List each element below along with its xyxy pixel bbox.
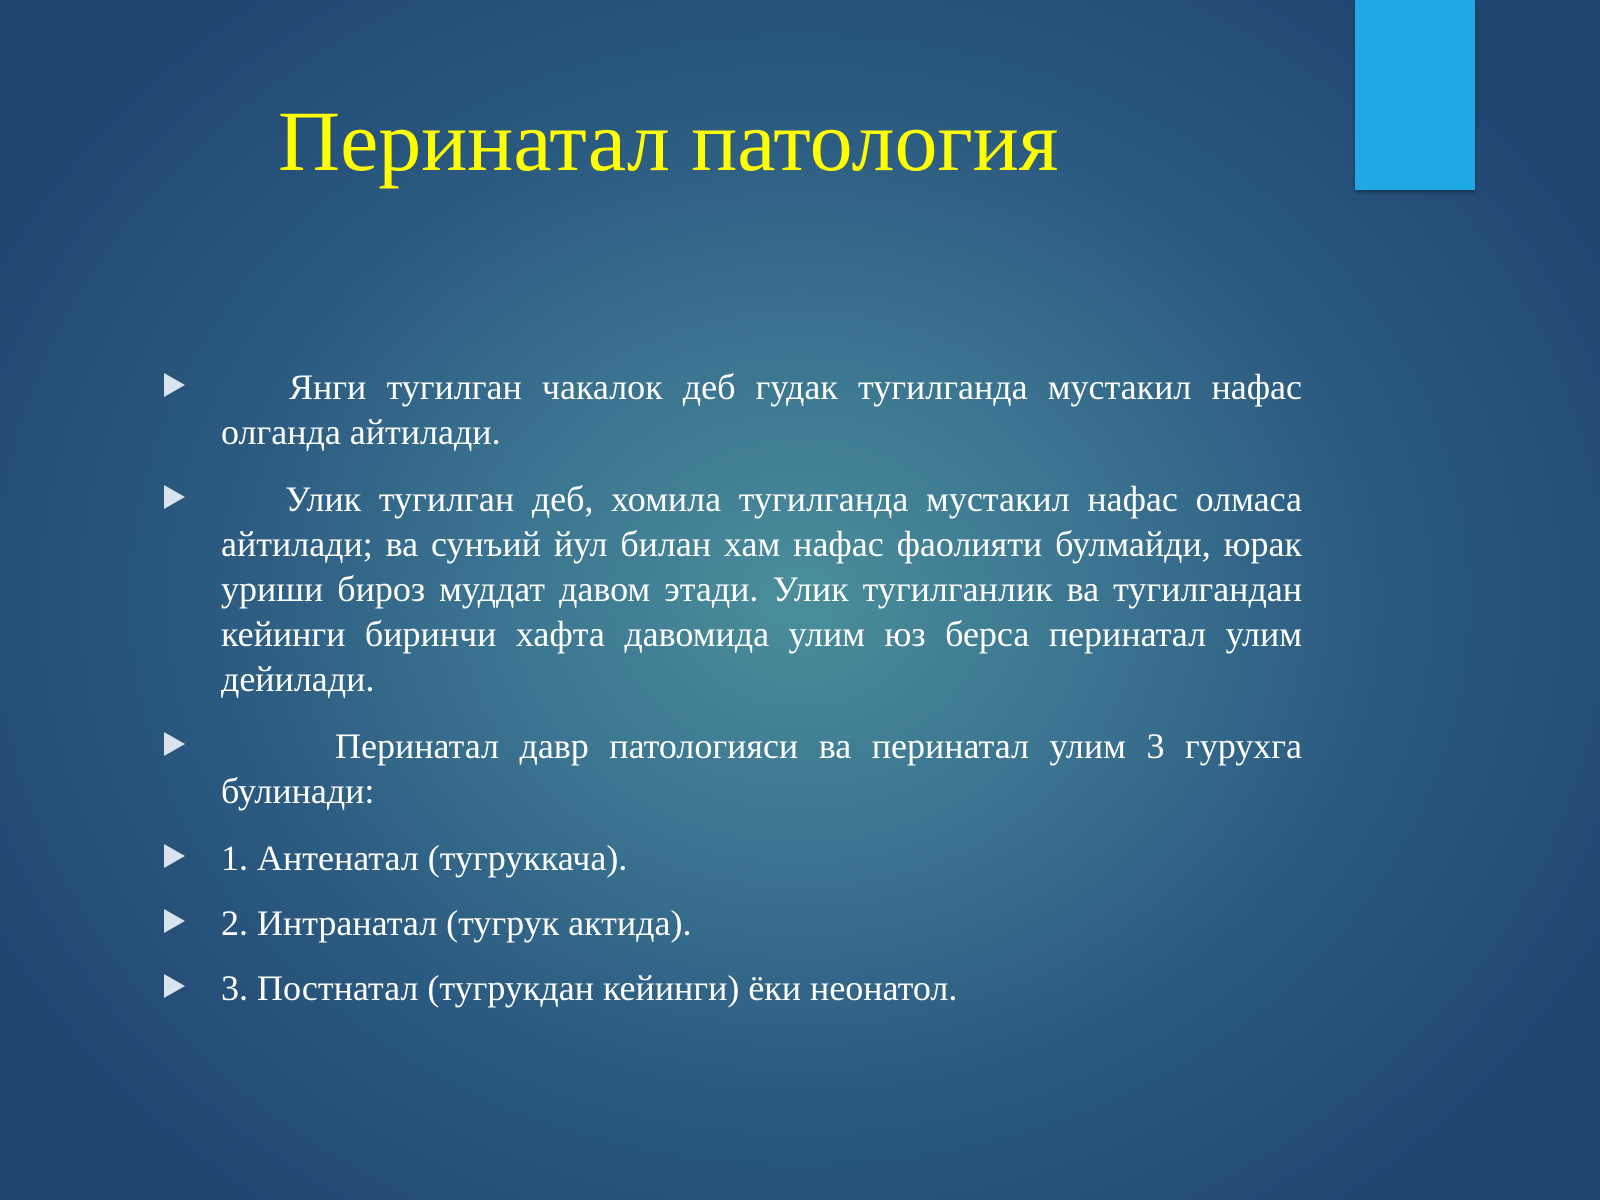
bullet-text-3: Перинатал давр патологияси ва перинатал улим 3 гурухга булинади: (221, 726, 1302, 811)
bullet-list (160, 365, 1302, 1031)
bullet-text-6: 3. Постнатал (тугрукдан кейинги) ёки неонатол. (221, 968, 958, 1008)
bullet-item-3 (160, 724, 1302, 814)
bullet-item-5 (160, 901, 1302, 946)
bullet-item-2 (160, 477, 1302, 702)
bullet-text-2: Улик тугилган деб, хомила тугилганда мустакил нафас олмаса айтилади; ва сунъий йул билан хам нафас фаолияти булмайди, юрак уриши бироз муддат давом этади. Улик тугилганлик ва тугилгандан кейинги биринчи хафта давомида улим юз берса перинатал улим дейилади. (221, 479, 1302, 699)
slide-title: Перинатал патология (278, 93, 1059, 189)
triangle-arrow-icon (164, 373, 185, 397)
bullet-text-1: Янги тугилган чакалок деб гудак тугилганда мустакил нафас олганда айтилади. (221, 367, 1302, 452)
bullet-item-1 (160, 365, 1302, 455)
bullet-item-6 (160, 966, 1302, 1011)
bullet-item-4 (160, 836, 1302, 881)
bullet-text-5: 2. Интранатал (тугрук актида). (221, 903, 692, 943)
accent-rectangle (1355, 0, 1475, 190)
triangle-arrow-icon (164, 909, 185, 933)
triangle-arrow-icon (164, 844, 185, 868)
triangle-arrow-icon (164, 974, 185, 998)
triangle-arrow-icon (164, 732, 185, 756)
bullet-text-4: 1. Антенатал (тугруккача). (221, 838, 628, 878)
triangle-arrow-icon (164, 485, 185, 509)
